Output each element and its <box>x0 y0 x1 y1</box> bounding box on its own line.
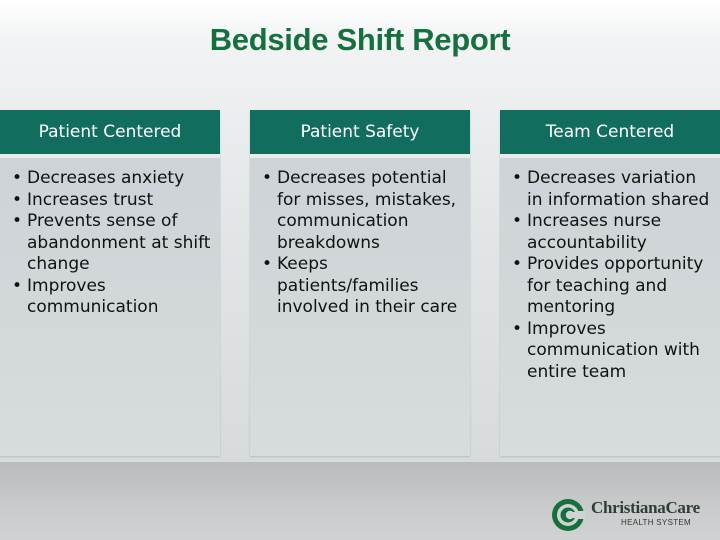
bullet-item: • Increases nurse accountability <box>510 211 714 254</box>
column-header: Team Centered <box>500 110 720 158</box>
column-header: Patient Centered <box>0 110 220 158</box>
column-team-centered <box>500 110 720 456</box>
column-header: Patient Safety <box>250 110 470 158</box>
bullet-item: • Improves communication <box>10 276 214 319</box>
slide-title: Bedside Shift Report <box>209 22 511 57</box>
bullet-item: • Improves communication with entire team <box>510 319 714 384</box>
bullet-list <box>0 158 220 319</box>
christiana-care-logo <box>551 496 720 536</box>
bullet-list <box>250 158 470 319</box>
bullet-item: • Provides opportunity for teaching and mentoring <box>510 254 714 319</box>
column-body <box>250 158 470 456</box>
logo-name: ChristianaCare <box>591 498 700 517</box>
bullet-item: • Prevents sense of abandonment at shift change <box>10 211 214 276</box>
column-body <box>0 158 220 456</box>
christiana-care-c-icon <box>551 498 585 532</box>
column-body <box>500 158 720 456</box>
bullet-item: • Keeps patients/families involved in their care <box>260 254 464 319</box>
bullet-item: • Decreases variation in information shared <box>510 168 714 211</box>
bullet-item: • Decreases potential for misses, mistakes, communication breakdowns <box>260 168 464 254</box>
bullet-list <box>500 158 720 383</box>
bullet-item: • Decreases anxiety <box>10 168 214 190</box>
column-patient-safety <box>250 110 470 456</box>
column-patient-centered <box>0 110 220 456</box>
bullet-item: • Increases trust <box>10 190 214 212</box>
logo-subtitle: HEALTH SYSTEM <box>621 518 691 527</box>
